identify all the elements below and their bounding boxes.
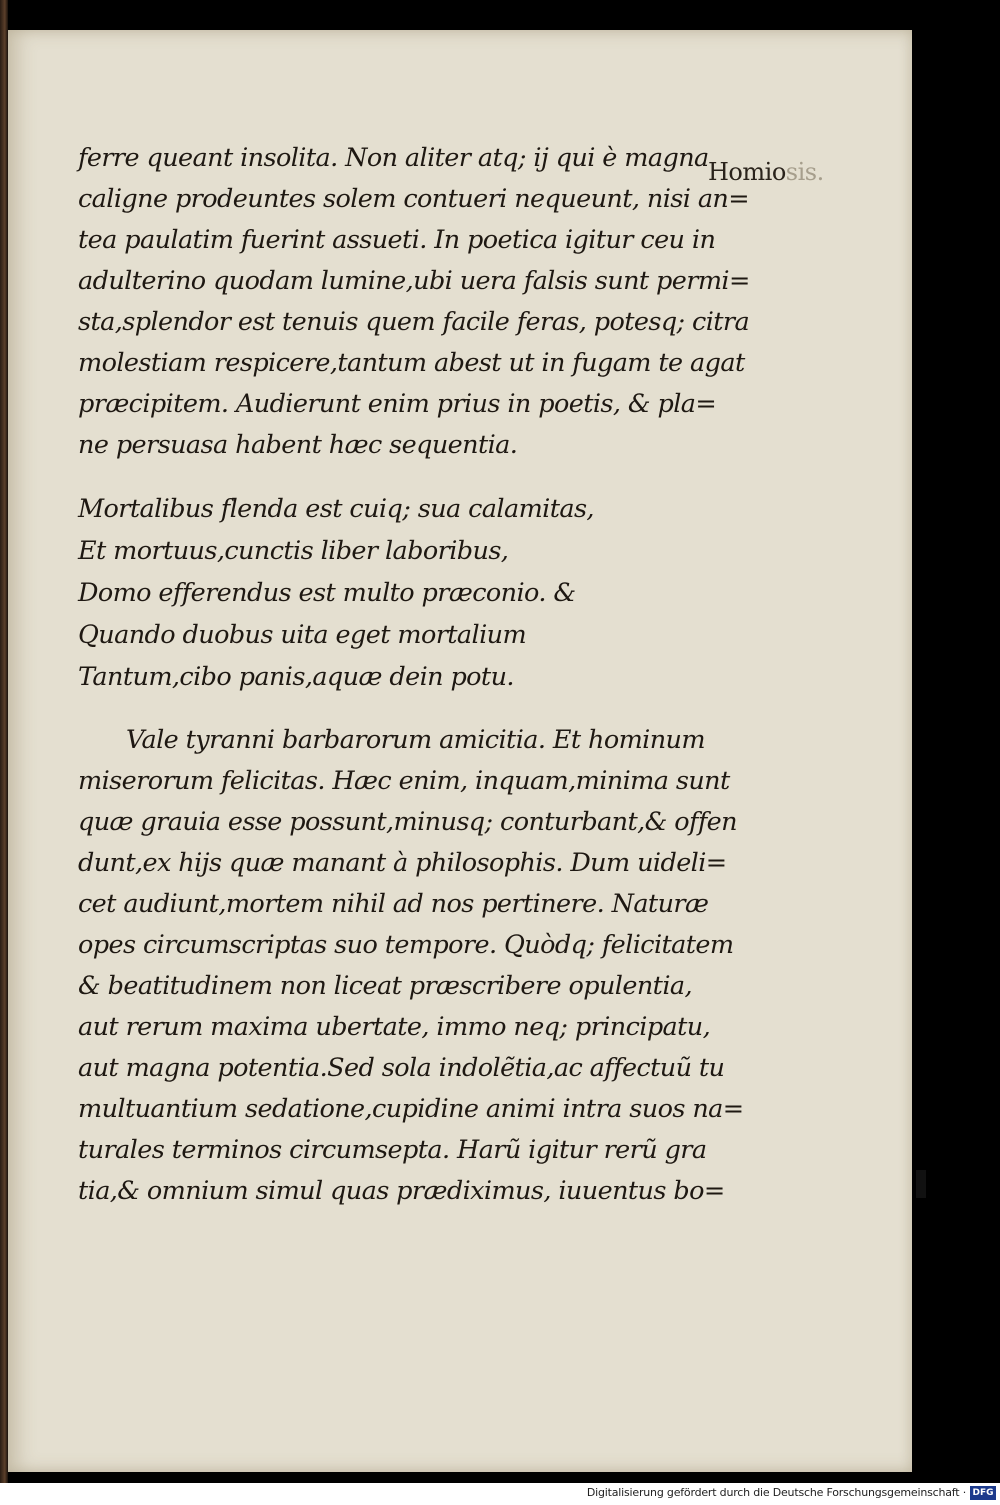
verse-block [78,488,718,698]
text-line: tea paulatim fuerint assueti. In poetica igitur ceu in [78,225,716,255]
text-line: turales terminos circumsepta. Harũ igitur rerũ gra [78,1135,707,1165]
paragraph-2 [78,720,744,1212]
marginal-note [708,158,824,186]
text-line: miserorum felicitas. Hæc enim, inquam,minima sunt [78,766,730,796]
page-edge-mark [916,1170,926,1198]
marginal-note-faded: sis. [785,158,824,186]
text-line: & beatitudinem non liceat præscribere opulentia, [78,971,692,1001]
verse-line: Tantum,cibo panis,aquæ dein potu. [78,662,514,692]
book-binding-edge [0,0,8,1505]
dfg-logo-icon: DFG [970,1486,996,1500]
verse-line: Mortalibus flenda est cuiq; sua calamitas, [78,494,594,524]
text-line: dunt,ex hijs quæ manant à philosophis. Dum uideli= [78,848,727,878]
text-line: aut magna potentia.Sed sola indolẽtia,ac affectuũ tu [78,1053,725,1083]
text-line: Vale tyranni barbarorum amicitia. Et hominum [126,725,705,755]
text-line: ferre queant insolita. Non aliter atq; ij qui è magna [78,143,709,173]
verse-line: Quando duobus uita eget mortalium [78,620,527,650]
text-line: præcipitem. Audierunt enim prius in poetis, & pla= [78,389,717,419]
funding-credit: Digitalisierung gefördert durch die Deutsche Forschungsgemeinschaft · [586,1486,966,1499]
verse-line: Et mortuus,cunctis liber laboribus, [78,536,509,566]
text-line: opes circumscriptas suo tempore. Quòdq; felicitatem [78,930,734,960]
text-line: multuantium sedatione,cupidine animi intra suos na= [78,1094,744,1124]
text-line: cet audiunt,mortem nihil ad nos pertinere. Naturæ [78,889,709,919]
paragraph-gap [78,466,718,488]
text-line: aut rerum maxima ubertate, immo neq; principatu, [78,1012,711,1042]
text-line: quæ grauia esse possunt,minusq; conturbant,& offen [78,807,737,837]
text-line: caligne prodeuntes solem contueri nequeunt, nisi an= [78,184,750,214]
text-line: tia,& omnium simul quas prædiximus, iuuentus bo= [78,1176,725,1206]
verse-line: Domo efferendus est multo præconio. & [78,578,576,608]
book-page [8,30,912,1472]
marginal-note-visible: Homio [708,158,786,186]
paragraph-gap [78,698,718,720]
text-line: adulterino quodam lumine,ubi uera falsis sunt permi= [78,266,750,296]
footer-bar [0,1483,1000,1505]
text-line: ne persuasa habent hæc sequentia. [78,430,518,460]
text-line: molestiam respicere,tantum abest ut in fugam te agat [78,348,745,378]
text-line: sta,splendor est tenuis quem facile feras, potesq; citra [78,307,750,337]
